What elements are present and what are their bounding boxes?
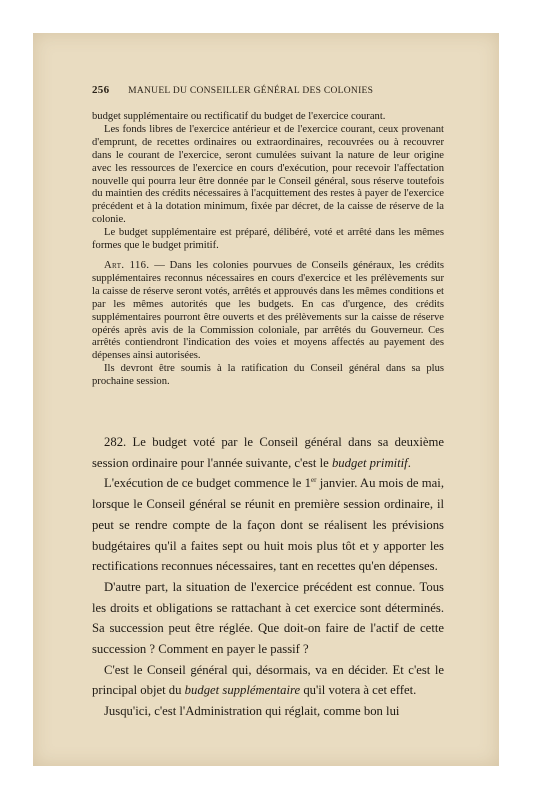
main-text-block — [92, 432, 444, 722]
paragraph: D'autre part, la situation de l'exercice précédent est connue. Tous les droits et obligations se rattachant à cet exercice sont déterminés. Sa succession peut être réglée. Que doit-on faire de l'actif de cette succession ? Comment en payer le passif ? — [92, 579, 444, 657]
running-header — [92, 84, 444, 96]
page-number: 256 — [92, 84, 110, 96]
paragraph: L'exécution de ce budget commence le 1er janvier. Au mois de mai, lorsque le Conseil général se réunit en première session ordinaire, il peut se rendre compte de la façon dont se réalisent les prévisions budgétaires qu'il a faites sept ou huit mois plus tôt et y apporter les rectifications reconnues nécessaires, tant en recettes qu'en dépenses. — [92, 476, 444, 574]
paragraph: 282. Le budget voté par le Conseil général dans sa deuxième session ordinaire pour l'année suivante, c'est le budget primitif. — [92, 435, 444, 470]
paragraph: Ils devront être soumis à la ratification du Conseil général dans sa plus prochaine session. — [92, 363, 444, 388]
small-print-block — [92, 111, 444, 389]
paragraph: Les fonds libres de l'exercice antérieur et de l'exercice courant, ceux provenant d'emprunt, de recettes ordinaires ou extraordinaires, recouvrées ou à recouvrer dans le courant de l'exercice, seront cumulées suivant la nature de leur origine avec les ressources de l'exercice en cours d'exécution, pour recevoir l'affectation nouvelle qui pourra leur être donnée par le Conseil général, sous réserve toutefois du maintien des crédits nécessaires à l'acquittement des restes à payer de l'exercice précédent et à la dotation minimum, fixée par décret, de la caisse de réserve de la colonie. — [92, 123, 444, 226]
paragraph: Le budget supplémentaire est préparé, délibéré, voté et arrêté dans les mêmes formes que le budget primitif. — [92, 227, 444, 252]
paragraph: C'est le Conseil général qui, désormais, va en décider. Et c'est le principal objet du budget supplémentaire qu'il votera à cet effet. — [92, 662, 444, 698]
paragraph: budget supplémentaire ou rectificatif du budget de l'exercice courant. — [92, 111, 386, 122]
article-label: Art. 116. — [104, 259, 150, 271]
running-title: MANUEL DU CONSEILLER GÉNÉRAL DES COLONIES — [128, 86, 374, 96]
paragraph: Jusqu'ici, c'est l'Administration qui réglait, comme bon lui — [104, 704, 400, 719]
italic-term: budget primitif — [331, 455, 408, 470]
article-paragraph: Art. 116. — Dans les colonies pourvues de Conseils généraux, les crédits supplémentaires reconnus nécessaires en cours d'exercice et les prélèvements sur la caisse de réserve seront votés, arrêtés et approuvés dans les mêmes conditions et par les mêmes autorités que les budgets. En cas d'urgence, des crédits supplémentaires pourront être ouverts et des prélèvements sur la caisse de réserve opérés après avis de la Commission coloniale, par arrêtés du Gouverneur. Ces arrêtés contiendront l'indication des voies et moyens affectés au payement des dépenses ainsi autorisées. — [92, 259, 444, 362]
italic-term: budget supplémentaire — [184, 683, 301, 698]
